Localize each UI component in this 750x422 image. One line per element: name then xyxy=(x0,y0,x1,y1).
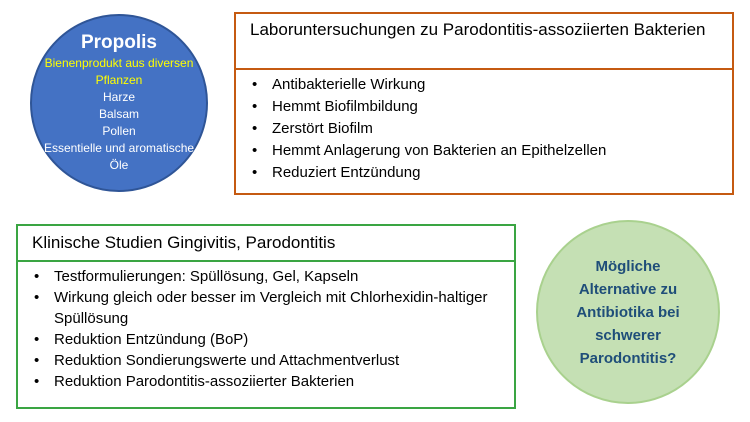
list-item: • Hemmt Anlagerung von Bakterien an Epithelzellen xyxy=(252,140,722,162)
clinical-studies-box xyxy=(16,224,516,409)
list-item: • Reduktion Parodontitis-assoziierter Bakterien xyxy=(34,371,504,392)
lab-studies-box xyxy=(234,12,734,195)
propolis-title: Propolis xyxy=(80,32,157,53)
propolis-item: Pollen xyxy=(102,124,136,138)
list-item: • Wirkung gleich oder besser im Vergleich mit Chlorhexidin-haltiger Spüllösung xyxy=(34,287,504,329)
list-item: • Antibakterielle Wirkung xyxy=(252,74,722,96)
propolis-item: Harze xyxy=(102,90,135,104)
clinical-studies-list xyxy=(18,262,514,392)
propolis-item: Essentielle und aromatische Öle xyxy=(43,141,195,172)
lab-studies-list xyxy=(236,70,732,184)
lab-studies-title: Laboruntersuchungen zu Parodontitis-assoziierten Bakterien xyxy=(236,14,732,70)
list-item: • Reduziert Entzündung xyxy=(252,162,722,184)
list-item: • Reduktion Entzündung (BoP) xyxy=(34,329,504,350)
list-item: • Hemmt Biofilmbildung xyxy=(252,96,722,118)
propolis-circle xyxy=(30,14,208,192)
alternative-text: Mögliche Alternative zu Antibiotika bei schwerer Parodontitis? xyxy=(576,257,680,367)
alternative-circle xyxy=(536,220,720,404)
list-item: • Testformulierungen: Spüllösung, Gel, Kapseln xyxy=(34,266,504,287)
propolis-item: Balsam xyxy=(98,107,139,121)
list-item: • Zerstört Biofilm xyxy=(252,118,722,140)
list-item: • Reduktion Sondierungswerte und Attachmentverlust xyxy=(34,350,504,371)
clinical-studies-title: Klinische Studien Gingivitis, Parodontitis xyxy=(18,226,514,262)
propolis-source: Bienenprodukt aus diversen Pflanzen xyxy=(44,56,194,87)
